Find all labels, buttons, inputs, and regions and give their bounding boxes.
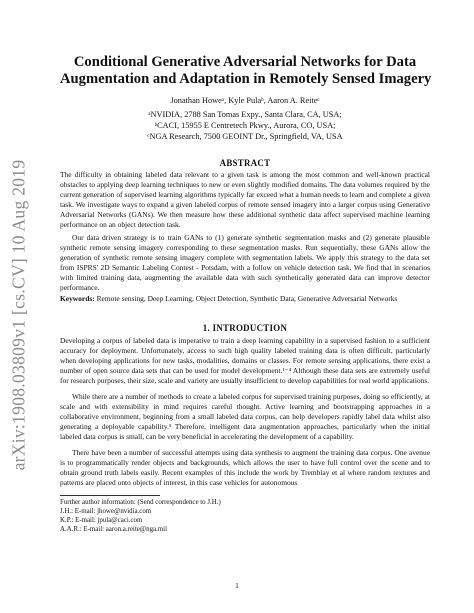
author-list: Jonathan Howeᵃ, Kyle Pulaᵇ, Aaron A. Reiteᶜ bbox=[170, 96, 320, 105]
keywords-text: Remote sensing, Deep Learning, Object Detection, Synthetic Data, Generative Adversarial Networks bbox=[96, 294, 398, 303]
introduction-heading: 1. INTRODUCTION bbox=[202, 323, 288, 333]
abstract-paragraph: The difficulty in obtaining labeled data relevant to a given task is among the most common and well-known practical obstacles to applying deep learning techniques to new or even slightly modified domains. The data volumes required by the current generation of supervised learning algorithms typically far exceed what a human needs to learn and complete a given task. We investigate ways to expand a given labeled corpus of remote sensed imagery into a larger corpus using Generative Adversarial Networks (GANs). We then measure how these additional synthetic data affect supervised machine learning performance on an object detection task. bbox=[60, 170, 430, 230]
footnote: Further author information: (Send correspondence to J.H.) bbox=[60, 499, 221, 506]
footnote-divider bbox=[60, 495, 160, 496]
paper-title bbox=[60, 54, 430, 88]
footnotes bbox=[60, 498, 430, 534]
affiliation-list bbox=[60, 109, 430, 143]
footnote: A.A.R.: E-mail: aaron.a.reite@nga.mil bbox=[60, 526, 167, 534]
intro-paragraph: There have been a number of successful attempts using data synthesis to augment the training data corpus. One avenue is to programmatically render objects and backgrounds, which allows the user to have full control over the scene and to obtain ground truth labels easily. Recent examples of this include the work by Tremblay et al where random textures and patterns are placed onto objects of interest, in this case vehicles for autonomous bbox=[60, 448, 430, 488]
arxiv-identifier bbox=[6, 155, 32, 475]
page-number: 1 bbox=[235, 581, 239, 590]
keywords bbox=[60, 294, 430, 304]
footnote: K.P.: E-mail: jpula@caci.com bbox=[60, 517, 143, 525]
affiliation: ᶜNGA Research, 7500 GEOINT Dr., Springfield, VA, USA bbox=[147, 132, 343, 142]
footnote: J.H.: E-mail: jhowe@nvidia.com bbox=[60, 508, 152, 516]
affiliation: ᵃNVIDIA, 2788 San Tomas Expy., Santa Clara, CA, USA; bbox=[148, 110, 342, 119]
intro-paragraph: While there are a number of methods to create a labeled corpus for supervised training purposes, doing so efficiently, at scale and with extensibility in mind requires careful thought. Active learning and bootstrapping approaches in a collaborative environment, beginning from a small labeled data corpus, can help developers rapidly label data whilst also generating a deployable capability.⁵ Therefore, intelligent data augmentation approaches, particularly when the initial labeled data corpus is small, can be very beneficial in accelerating the development of a capability. bbox=[60, 392, 430, 442]
intro-paragraph: Developing a corpus of labeled data is imperative to train a deep learning capability in a supervised fashion to a sufficient accuracy for deployment. Unfortunately, access to such high quality labeled training data is often difficult, particularly when developing applications for new tasks, modalities, domains or classes. For remote sensing applications, there exist a number of open source data sets that can be used for model development.¹⁻⁴ Although these data sets are extremely useful for research purposes, their size, scale and variety are usually insufficient to develop capabilities for real world applications. bbox=[60, 336, 430, 386]
keywords-label: Keywords: bbox=[60, 294, 95, 303]
affiliation: ᵇCACI, 15955 E Centretech Pkwy., Aurora, CO, USA; bbox=[154, 121, 336, 131]
title-line: Conditional Generative Adversarial Networks for Data bbox=[73, 54, 417, 70]
abstract-heading: ABSTRACT bbox=[219, 158, 271, 168]
arxiv-identifier-text: arXiv:1908.03809v1 [cs.CV] 10 Aug 2019 bbox=[8, 159, 29, 471]
abstract-paragraph: Our data driven strategy is to train GANs to (1) generate synthetic segmentation masks and (2) generate plausible synthetic remote sensing imagery corresponding to these segmentation masks. Run sequentially, these GANs allow the generation of synthetic remote sensing imagery complete with segmentation labels. We apply this strategy to the data set from ISPRS' 2D Semantic Labeling Contest - Potsdam, with a follow on vehicle detection task. We find that in scenarios with limited training data, augmenting the available data with such synthetically generated data can improve detector performance. bbox=[60, 233, 430, 293]
title-line: Augmentation and Adaptation in Remotely Sensed Imagery bbox=[60, 71, 432, 87]
